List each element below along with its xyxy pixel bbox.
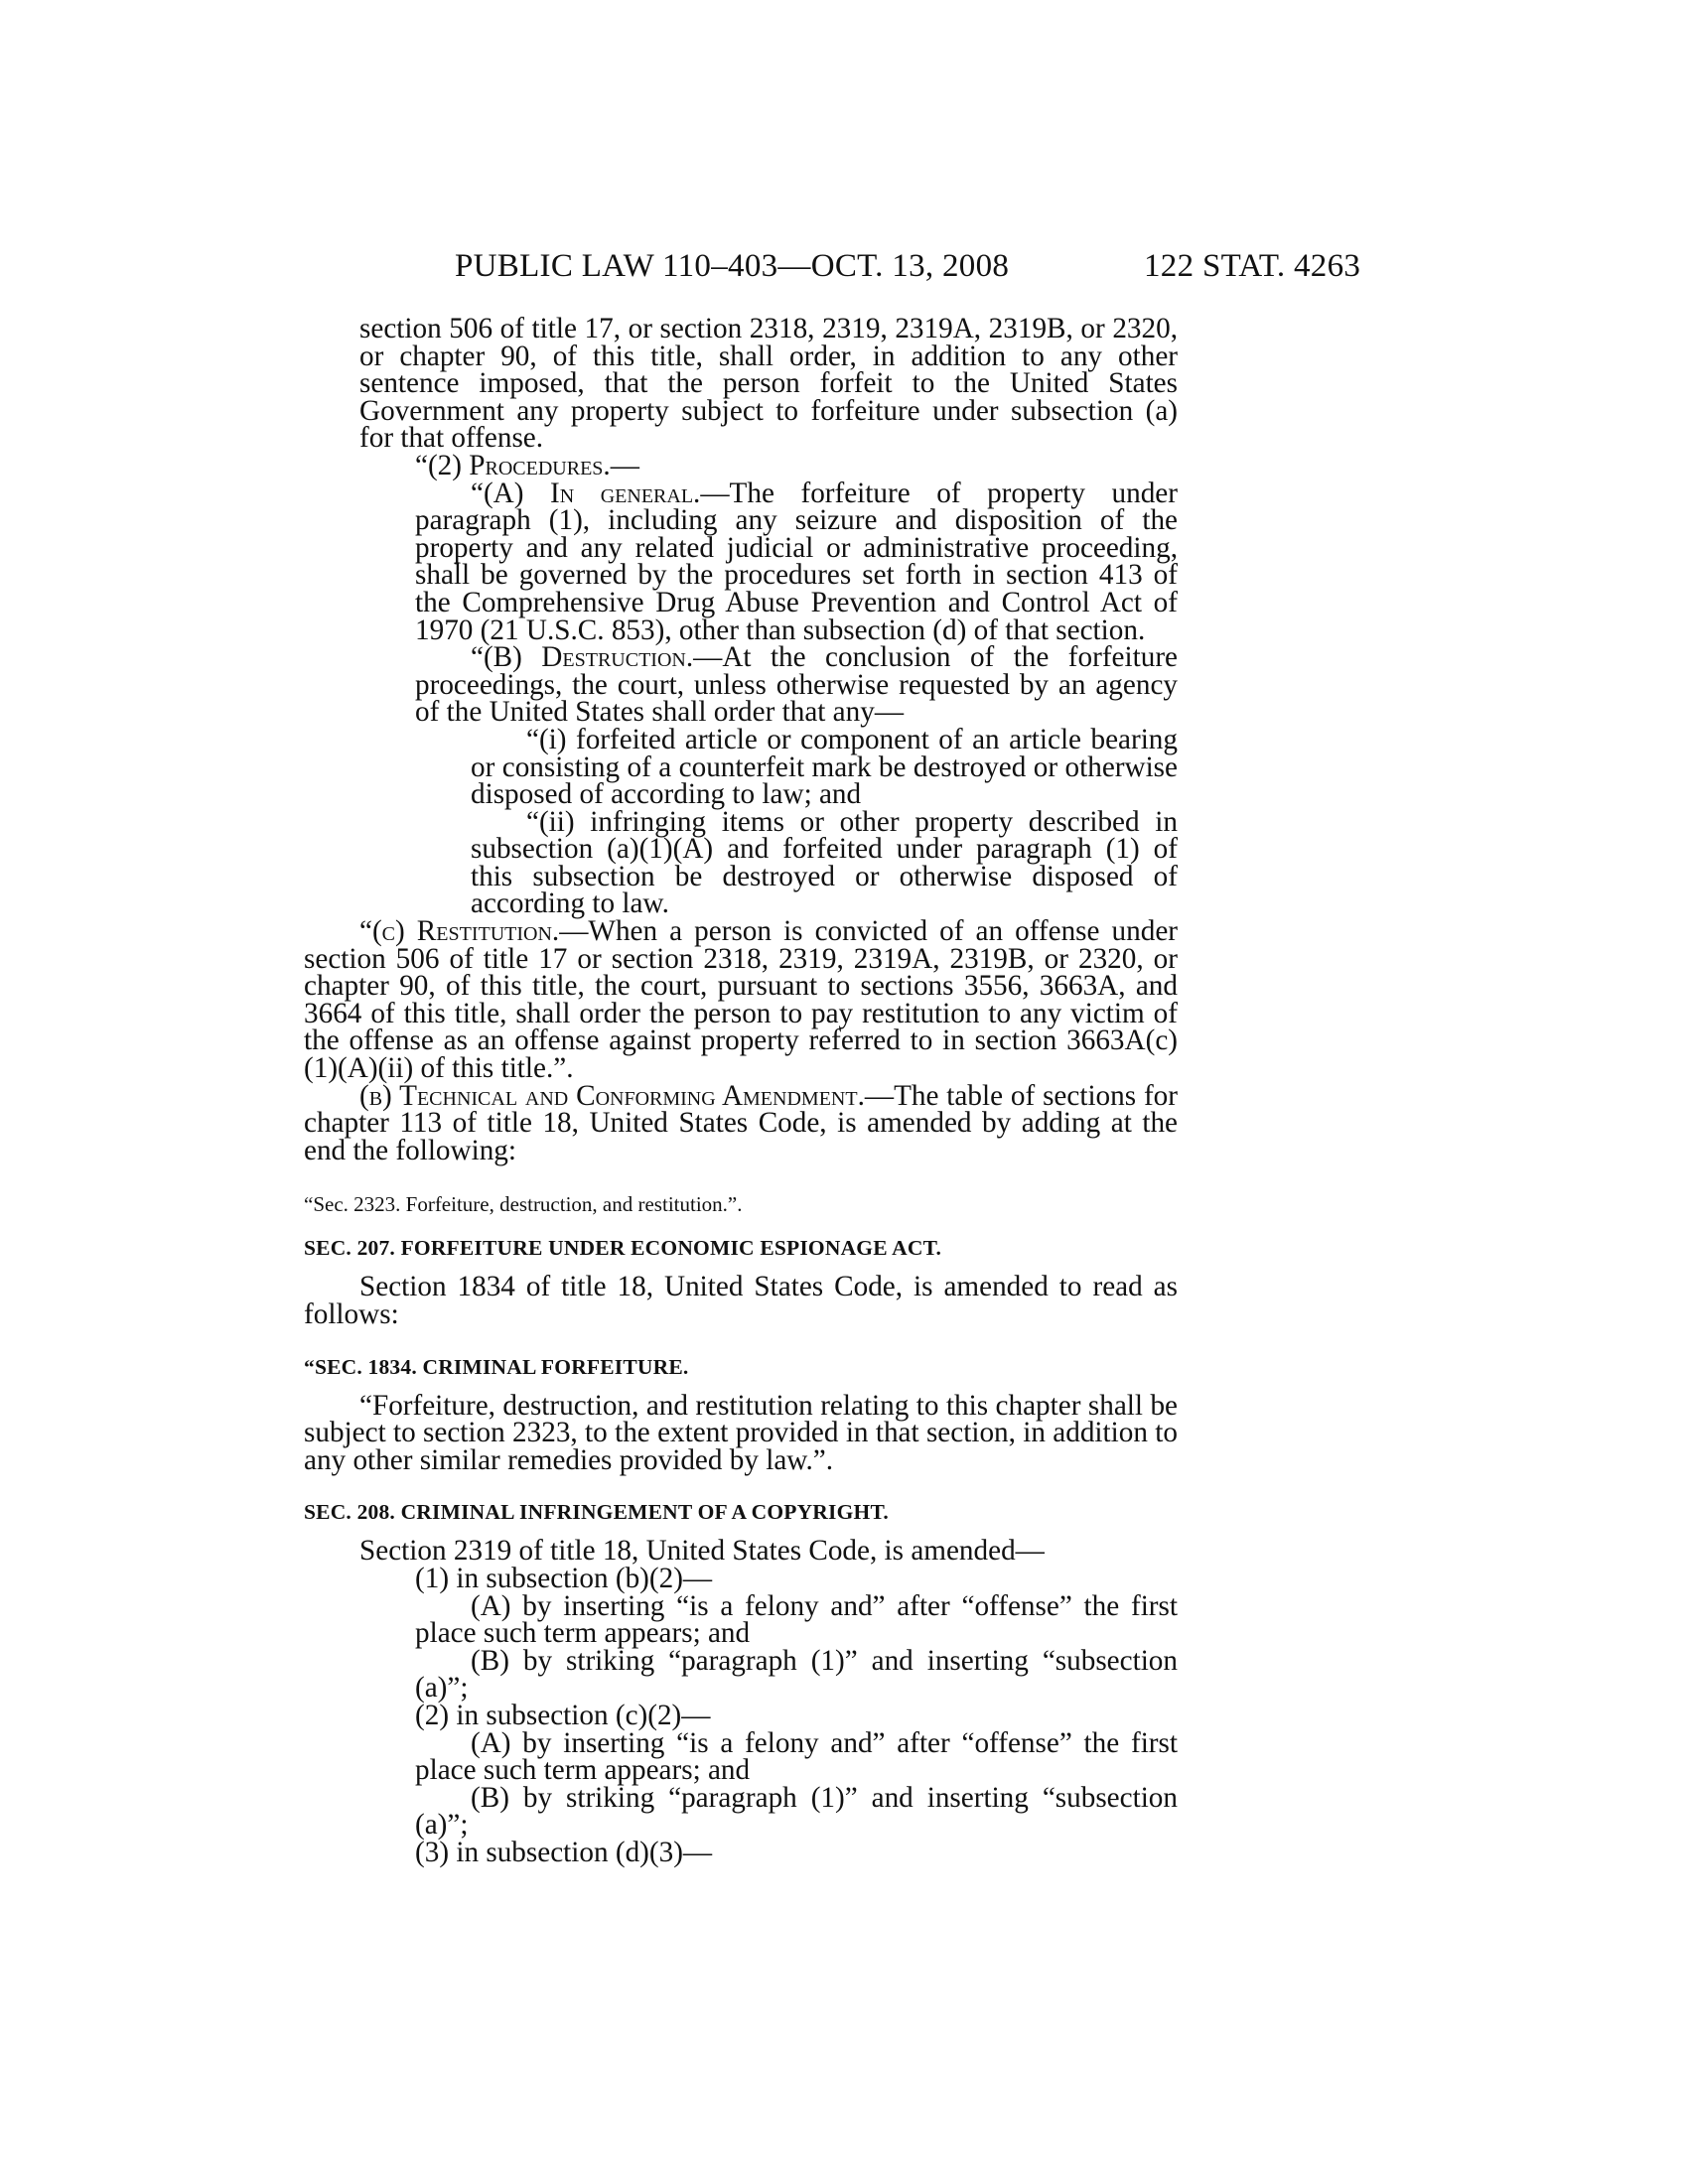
list-item-1b: (B) by striking “paragraph (1)” and inserting “subsection (a)”; bbox=[415, 1644, 1178, 1705]
paragraph-b-technical-amendment bbox=[304, 1079, 1178, 1166]
list-item-2: (2) in subsection (c)(2)— bbox=[415, 1699, 711, 1731]
clause-i: “(i) forfeited article or component of an article bearing or consisting of a counterfeit mark be destroyed or otherwise disposed of according to law; and bbox=[471, 723, 1178, 811]
section-207-text: Section 1834 of title 18, United States Code, is amended to read as follows: bbox=[304, 1271, 1178, 1330]
in-general-text: —The forfeiture of property under paragraph (1), including any seizure and disposition of the property and any related judicial or administrative proceeding, shall be governed by the procedures set forth in section 413 of the Comprehensive Drug Abuse Prevention and Control Act of 1970 (21 U.S.C. 853), other than subsection (d) of that section. bbox=[415, 477, 1178, 646]
page-body bbox=[304, 313, 1179, 1868]
paragraph-c-restitution bbox=[304, 915, 1179, 1085]
list-item-2b: (B) by striking “paragraph (1)” and inserting “subsection (a)”; bbox=[415, 1781, 1178, 1842]
destruction-heading: “(B) Destruction. bbox=[471, 641, 694, 674]
destruction-text: —At the conclusion of the forfeiture proceedings, the court, unless otherwise requested by an agency of the United States shall order that any— bbox=[415, 641, 1178, 729]
section-208-heading: SEC. 208. CRIMINAL INFRINGEMENT OF A COPYRIGHT. bbox=[304, 1500, 889, 1525]
section-208-text: Section 2319 of title 18, United States Code, is amended— bbox=[359, 1535, 1045, 1568]
technical-amendment-text: —The table of sections for chapter 113 of title 18, United States Code, is amended by adding at the end the following: bbox=[304, 1079, 1178, 1166]
list-item-3: (3) in subsection (d)(3)— bbox=[415, 1836, 713, 1868]
page-stat-number: 122 STAT. 4263 bbox=[1144, 248, 1361, 284]
list-item-2a: (A) by inserting “is a felony and” after “offense” the first place such term appears; and bbox=[415, 1726, 1178, 1787]
technical-amendment-heading: (b) Technical and Conforming Amendment. bbox=[359, 1079, 865, 1112]
running-header-title: PUBLIC LAW 110–403—OCT. 13, 2008 bbox=[455, 248, 1010, 284]
heading-procedures bbox=[359, 449, 1178, 481]
section-1834-heading: “SEC. 1834. CRIMINAL FORFEITURE. bbox=[304, 1354, 689, 1379]
restitution-heading: “(c) Restitution. bbox=[359, 915, 560, 948]
clause-ii: “(ii) infringing items or other property described in subsection (a)(1)(A) and forfeited under paragraph (1) of this subsection be destroyed or otherwise disposed of according to law. bbox=[471, 805, 1178, 920]
paragraph-intro: section 506 of title 17, or section 2318, 2319, 2319A, 2319B, or 2320, or chapter 90, of this title, shall order, in addition to any other sentence imposed, that the person forfeit to the United States Government any property subject to forfeiture under subsection (a) for that offense. bbox=[359, 313, 1178, 455]
restitution-text: —When a person is convicted of an offense under section 506 of title 17 or section 2318, 2319, 2319A, 2319B, or 2320, or chapter 90, of this title, the court, pursuant to sections 3556, 3663A, and 3664 of this title, shall order the person to pay restitution to any victim of the offense as an offense against property referred to in section 3663A(c)(1)(A)(ii) of this title.”. bbox=[304, 915, 1179, 1085]
table-of-sections-entry: “Sec. 2323. Forfeiture, destruction, and restitution.”. bbox=[304, 1192, 743, 1217]
section-1834-text: “Forfeiture, destruction, and restitution relating to this chapter shall be subject to section 2323, to the extent provided in that section, in addition to any other similar remedies provided by law.”. bbox=[304, 1389, 1178, 1476]
paragraph-b-destruction bbox=[415, 641, 1178, 729]
procedures-heading: “(2) Procedures.— bbox=[415, 449, 639, 481]
list-item-1: (1) in subsection (b)(2)— bbox=[415, 1562, 713, 1594]
paragraph-a-in-general bbox=[415, 477, 1178, 646]
in-general-heading: “(A) In general. bbox=[471, 477, 701, 509]
list-item-1a: (A) by inserting “is a felony and” after “offense” the first place such term appears; and bbox=[415, 1589, 1178, 1650]
section-207-heading: SEC. 207. FORFEITURE UNDER ECONOMIC ESPIONAGE ACT. bbox=[304, 1236, 942, 1261]
